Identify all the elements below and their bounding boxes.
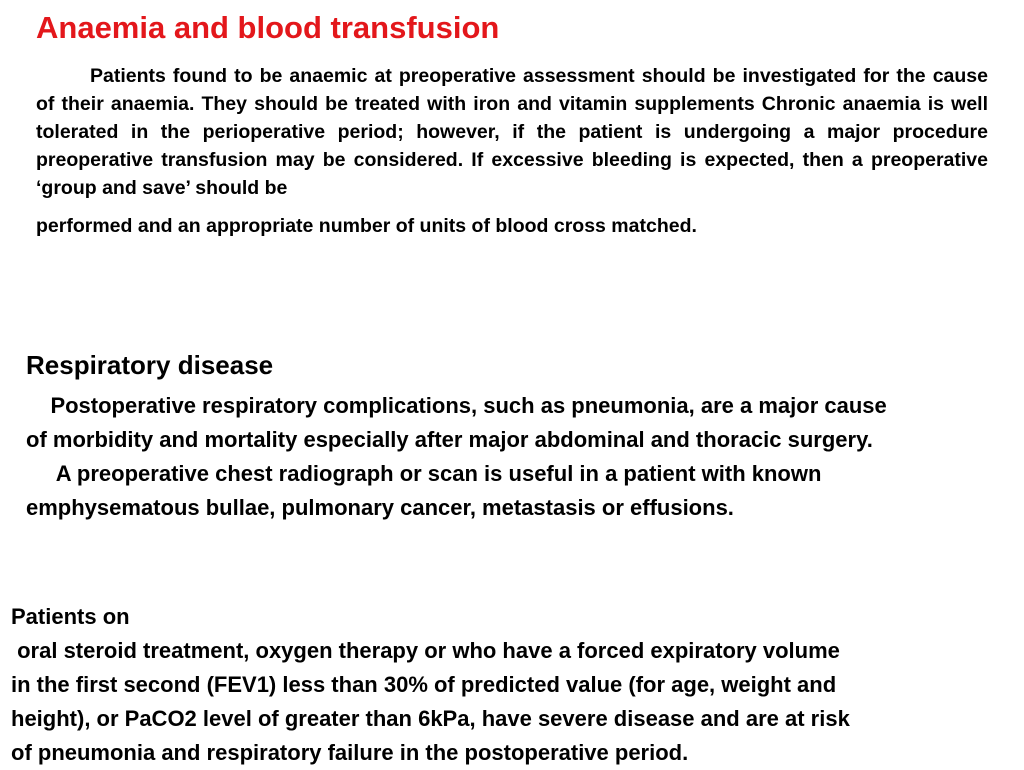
anaemia-paragraph: Patients found to be anaemic at preoperative assessment should be investigated for the cause of their anaemia. They should be treated with iron and vitamin supplements Chronic anaemia is well tolerated in the perioperative period; however, if the patient is undergoing a major procedure preoperative transfusion may be considered. If excessive bleeding is expected, then a preoperative ‘group and save’ should be (36, 65, 988, 199)
patients-on-line: height), or PaCO2 level of greater than 6kPa, have severe disease and are at risk (11, 706, 850, 731)
respiratory-line: Postoperative respiratory complications, such as pneumonia, are a major cause (26, 393, 887, 418)
respiratory-line: emphysematous bullae, pulmonary cancer, metastasis or effusions. (26, 495, 734, 520)
respiratory-line: A preoperative chest radiograph or scan is useful in a patient with known (26, 461, 822, 486)
anaemia-heading: Anaemia and blood transfusion (36, 10, 500, 45)
patients-on-line: in the first second (FEV1) less than 30% of predicted value (for age, weight and (11, 672, 837, 697)
patients-on-line: oral steroid treatment, oxygen therapy or who have a forced expiratory volume (11, 638, 840, 663)
patients-on-heading: Patients on (11, 604, 130, 629)
anaemia-paragraph-continuation: performed and an appropriate number of units of blood cross matched. (36, 215, 697, 237)
respiratory-heading: Respiratory disease (26, 350, 274, 380)
respiratory-line: of morbidity and mortality especially after major abdominal and thoracic surgery. (26, 427, 873, 452)
patients-on-line: of pneumonia and respiratory failure in the postoperative period. (11, 740, 689, 765)
